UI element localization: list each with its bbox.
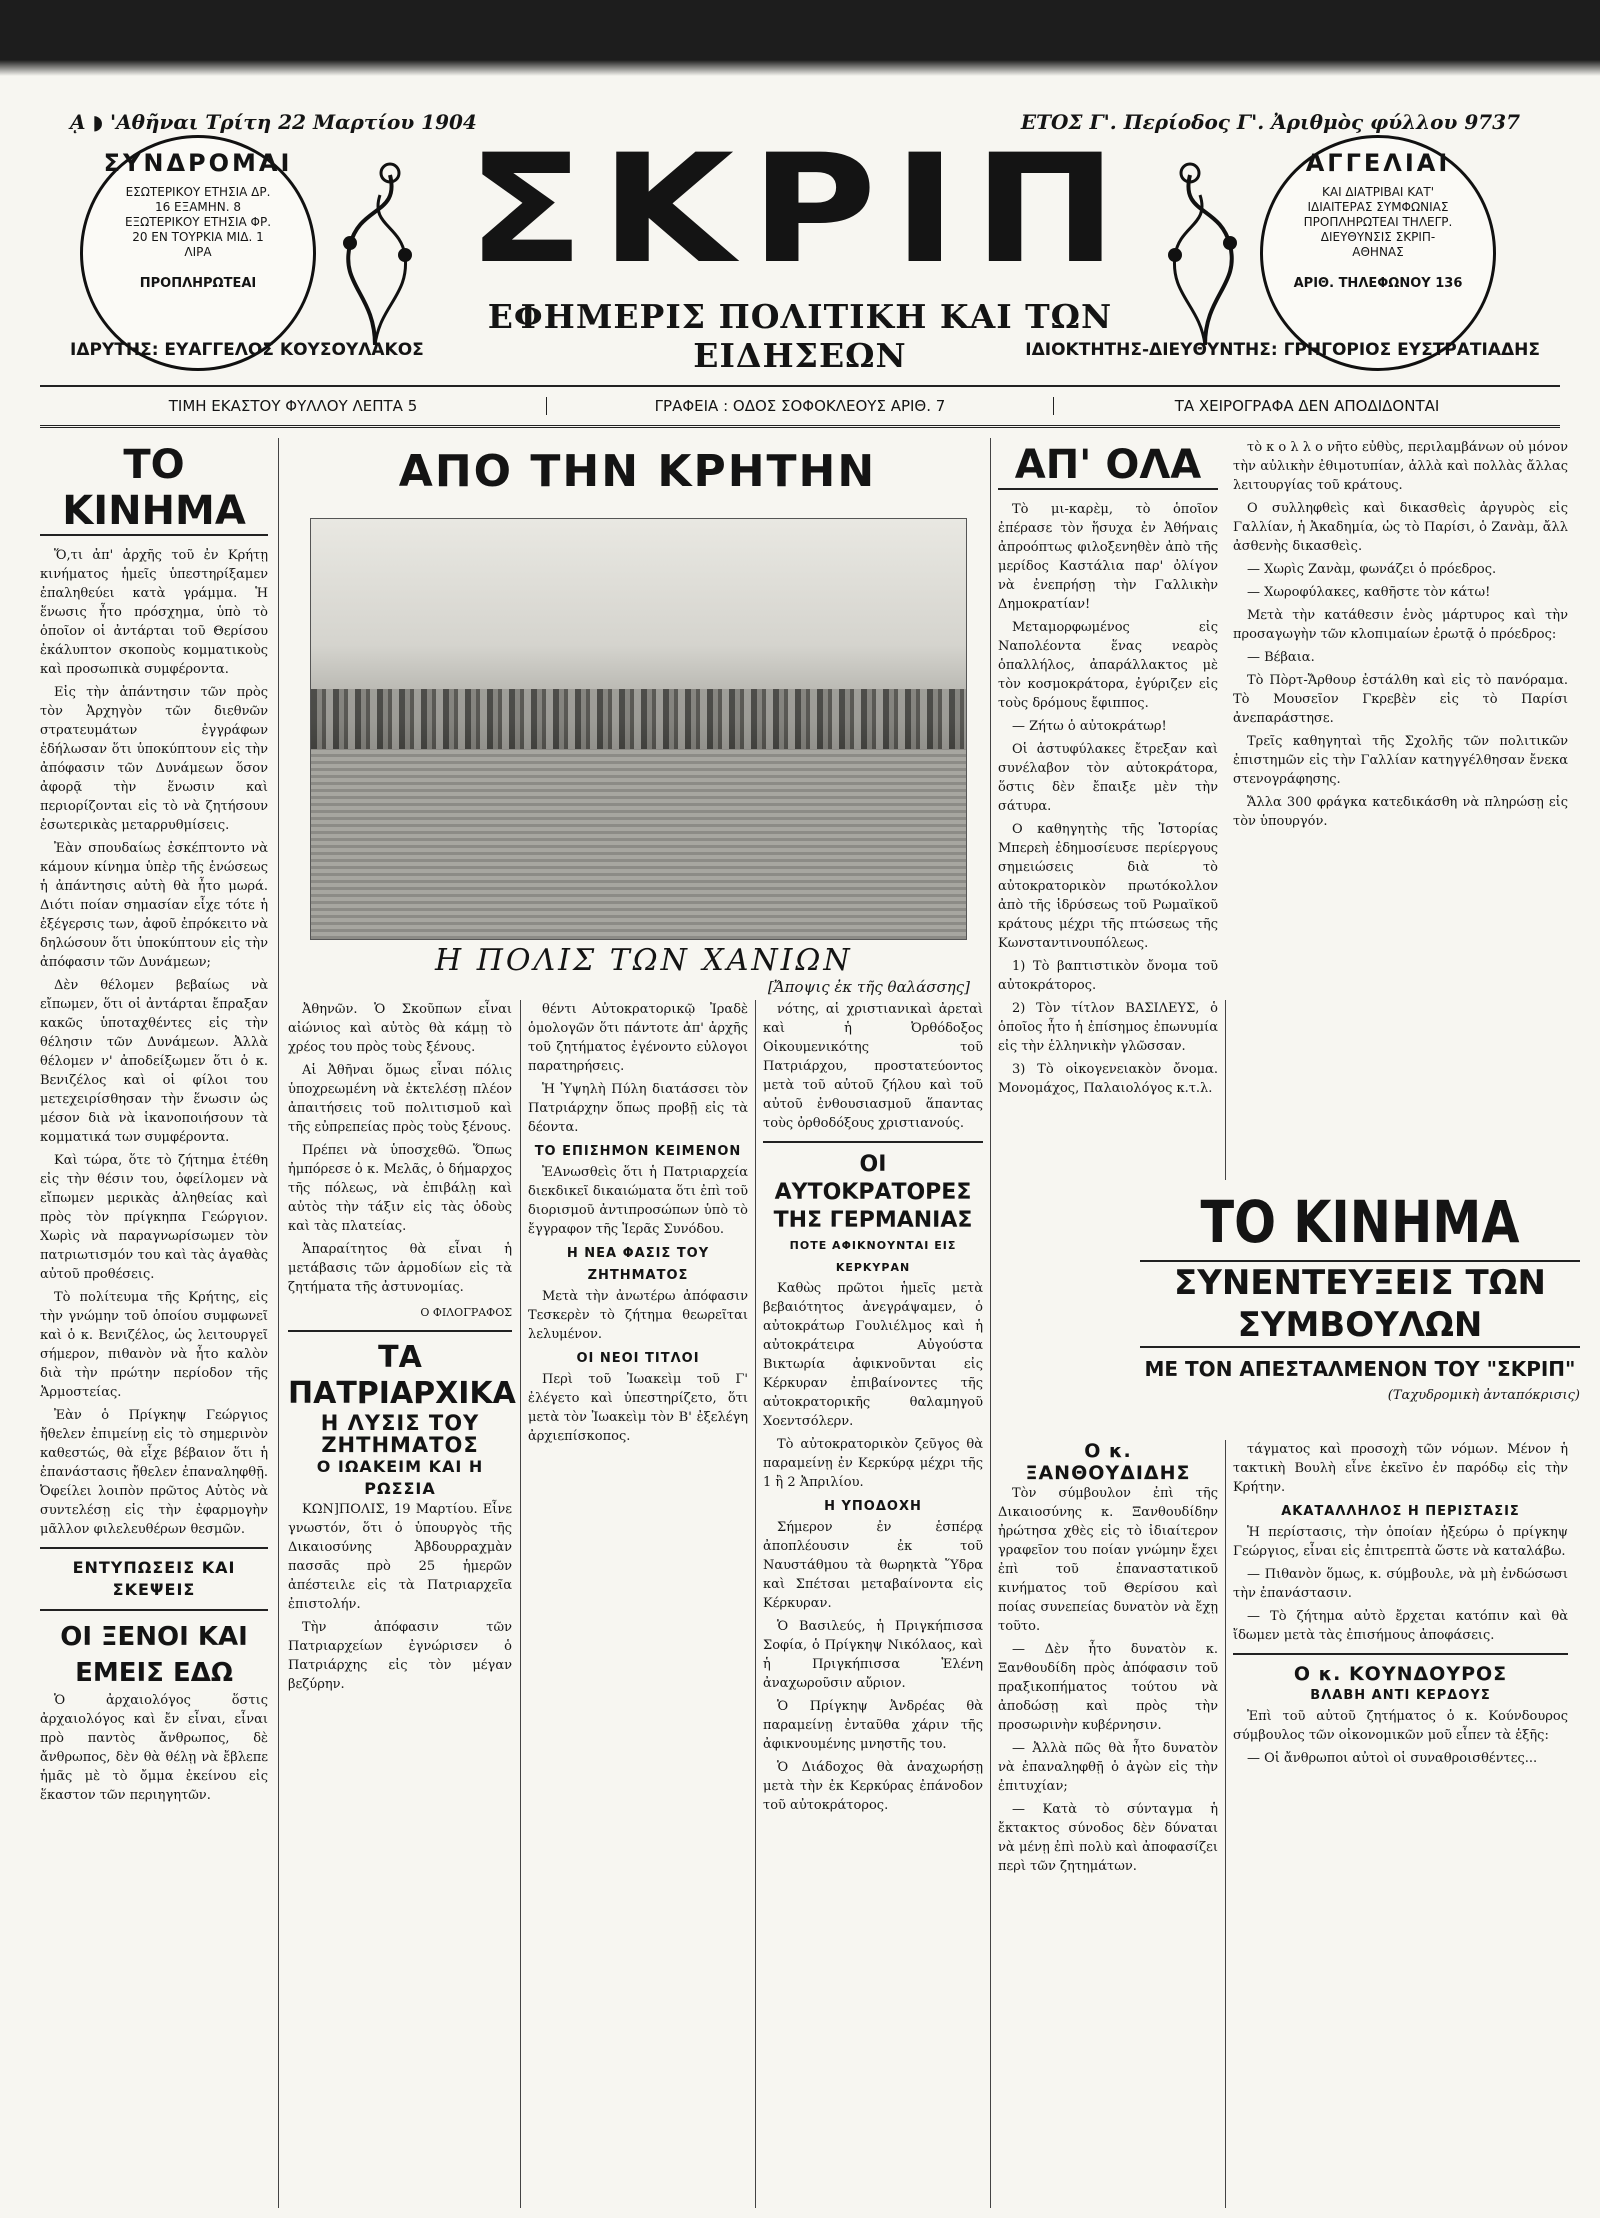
article-paragraph: — Χωρὶς Ζανὰμ, φωνάζει ὁ πρόεδρος. [1247, 562, 1497, 577]
article-paragraph: Ὅ,τι ἀπ' ἀρχῆς τοῦ ἐν Κρήτῃ κινήματος ἡμεῖς ὑπεστηρίξαμεν ἐπαληθεύει κατὰ γράμμα. Ἡ ἕνωσις ἦτο πρόσχημα, ὑπὸ τὸ ὁποῖον οἱ ἀντάρται τοῦ Θερίσου ἐκάλυπτον σκοποὺς κομματικοὺς καὶ προσωπικὰ συμφέροντα. [40, 548, 268, 677]
article-paragraph: — Δὲν ἦτο δυνατὸν κ. Ξανθουδίδη πρὸς ἀπόφασιν τοῦ πραξικοπήματος τούτου νὰ ἀποδώσῃ καὶ πρὸς τὴν προσωρινὴν κυβέρνησιν. [998, 1642, 1218, 1733]
column-rule [1225, 1000, 1226, 1180]
article-paragraph: Τὸ μι-καρὲμ, τὸ ὁποῖον ἐπέρασε τὸν ἥσυχα ἐν Ἀθήναις ἀπροόπτως φιλοξενηθὲν ἀπὸ τῆς μερίδος Καστάλια παρ' ὀλίγον νὰ ἐνεπρήσῃ τὴν Γαλλικὴν Δημοκρατίαν! [998, 502, 1218, 612]
column-ap-ola-cont [1233, 438, 1568, 835]
section-divider [40, 1609, 268, 1611]
article-paragraph: Μετὰ τὴν κατάθεσιν ἑνὸς μάρτυρος καὶ τὴν προσαγωγὴν τῶν κλοπιμαίων ἐρωτᾷ ὁ πρόεδρος: [1233, 608, 1568, 642]
article-headline: ΤΟ ΚΙΝΗΜΑ [1200, 1188, 1520, 1256]
article-paragraph: Πρέπει νὰ ὑποσχεθῶ. Ὅπως ἠμπόρεσε ὁ κ. Μελᾶς, ὁ δήμαρχος τῆς πόλεως, νὰ ἐπιβάλῃ καὶ αὐτὸς τὴν τάξιν εἰς τὰς ὁδοὺς καὶ τὰς πλατείας. [288, 1143, 512, 1234]
article-paragraph: Περὶ τοῦ Ἰωακεὶμ τοῦ Γ' ἐλέγετο καὶ ὑπεστηρίζετο, ὅτι μετὰ τὸν Ἰωακεὶμ τὸν Β' ἐξελέγη ἀρχιεπίσκοπος. [528, 1372, 748, 1444]
article-paragraph: Τὸ πολίτευμα τῆς Κρήτης, εἰς τὴν γνώμην τοῦ ὁποίου συμφωνεῖ καὶ ὁ κ. Βενιζέλος, ὡς λειτουργεῖ σήμερον, πιθανὸν νὰ ἦτο καλὸν διὰ τὴν πρώτην περίοδον τῆς Ἁρμοστείας. [40, 1290, 268, 1400]
article-headline: ΤΟ ΚΙΝΗΜΑ [40, 442, 268, 536]
article-paragraph: ἘΑνωσθεὶς ὅτι ἡ Πατριαρχεία διεκδικεῖ δικαιώματα ὅτι ἐπὶ τοῦ διορισμοῦ ἀντιπροσώπων ὑπὸ τὸ ἔγγραφον τῆς Ἱερᾶς Συνόδου. [528, 1165, 748, 1237]
article-paragraph: Ἡ περίστασις, τὴν ὁποίαν ἠξεύρω ὁ πρίγκηψ Γεώργιος, εἶναι εἰς ἐπιτρεπτὰ ὥστε νὰ καταλάβω. [1233, 1525, 1568, 1559]
seal-bottom: ΠΡΟΠΛΗΡΩΤΕΑΙ [139, 276, 257, 291]
article-paragraph: Καὶ τώρα, ὅτε τὸ ζήτημα ἐτέθη εἰς τὴν θέσιν του, ὀφείλομεν νὰ εἴπωμεν μερικὰς ἀληθείας καὶ πρὸς τὸν πρίγκηπα Γεώργιον. Χωρὶς νὰ παραγνωρίσωμεν τὸν πατριωτισμόν του καὶ τὰς ἀγαθὰς αὐτοῦ προθέσεις. [40, 1153, 268, 1282]
article-paragraph: Καθὼς πρῶτοι ἡμεῖς μετὰ βεβαιότητος ἀνεγράψαμεν, ὁ αὐτοκράτωρ Γουλιέλμος καὶ ἡ αὐτοκράτειρα Αὐγούστα Βικτωρία ἀφικνοῦνται εἰς Κέρκυραν ἐπιβαίνοντες τῆς αὐτοκρατορικῆς θαλαμηγοῦ Χοεντσόλερν. [763, 1281, 983, 1429]
article-paragraph: Αἱ Ἀθῆναι ὅμως εἶναι πόλις ὑποχρεωμένη νὰ ἐκτελέσῃ πλέον ἀπαιτήσεις τοῦ πολιτισμοῦ καὶ τῆς εὐπρεπείας πρὸς τοὺς ξένους. [288, 1063, 512, 1135]
article-paragraph: Τὸν σύμβουλον ἐπὶ τῆς Δικαιοσύνης κ. Ξανθουδίδην ἠρώτησα χθὲς εἰς τὸ ἰδιαίτερον γραφεῖον του ποίαν γνώμην ἔχει ἐπὶ τοῦ ἐπαναστατικοῦ κινήματος τοῦ Θερίσου καὶ ποίας συνεπείας δυνατὸν νὰ ἔχῃ τοῦτο. [998, 1486, 1218, 1634]
issue-date: ᾼ ◗ 'Αθῆναι Τρίτη 22 Μαρτίου 1904 [70, 110, 477, 134]
column-rule [755, 1000, 756, 2208]
section-divider [763, 1141, 983, 1143]
article-paragraph: — Οἱ ἄνθρωποι αὐτοὶ οἱ συναθροισθέντες... [1247, 1751, 1538, 1766]
column-kinima [40, 438, 268, 1809]
column-emperors [763, 1000, 983, 1819]
article-paragraph: τάγματος καὶ προσοχὴ τῶν νόμων. Μένον ἡ τακτικὴ Βουλὴ εἶνε ἐκεῖνο ἐν παρόδῳ εἰς τὴν Κρήτην. [1233, 1442, 1568, 1495]
photo-headline: ΑΠΟ ΤΗΝ ΚΡΗΤΗΝ [398, 446, 877, 497]
article-paragraph: τὸ κ ο λ λ ο νῆτο εὐθὺς, περιλαμβάνων οὐ μόνον τὴν αὐλικὴν ἐθιμοτυπίαν, ἀλλὰ καὶ πολλὰς ἄλλας λειτουργίας τοῦ κράτους. [1233, 440, 1568, 493]
price-info: ΤΙΜΗ ΕΚΑΣΤΟΥ ΦΥΛΛΟΥ ΛΕΠΤΑ 5 [40, 397, 547, 415]
article-paragraph: θέντι Αὐτοκρατορικῷ Ἰραδὲ ὁμολογῶν ὅτι πάντοτε ἀπ' ἀρχῆς τοῦ ζητήματος ἐγένοντο εὐλογοι παρατηρήσεις. [528, 1002, 748, 1074]
article-paragraph: Μεταμορφωμένος εἰς Ναπολέοντα ἕνας νεαρὸς ὁπαλλήλος, ἀπαράλλακτος μὲ τὸν κοσμοκράτορα, ἐγύριζεν εἰς τοὺς δρόμους ἔφιππος. [998, 620, 1218, 711]
column-xanthoudidis [998, 1440, 1218, 1880]
scan-top-band [0, 0, 1600, 76]
photo-credit: [Ἄποψις ἐκ τῆς θαλάσσης] [767, 978, 970, 996]
column-rule [520, 1000, 521, 2208]
article-headline: ΟΙ ΞΕΝΟΙ ΚΑΙ ΕΜΕΙΣ ΕΔΩ [60, 1622, 248, 1688]
column-rule [990, 438, 991, 2208]
article-paragraph: — Κατὰ τὸ σύνταγμα ἡ ἔκτακτος σύνοδος δὲν δύναται νὰ μένῃ ἐπὶ πολὺ καὶ ἀποφασίζει περὶ τῶν ζητημάτων. [998, 1802, 1218, 1874]
column-rule [1225, 1440, 1226, 2208]
masthead [440, 123, 1160, 375]
article-subheadline: Ο κ. ΞΑΝΘΟΥΔΙΔΗΣ [1025, 1440, 1191, 1484]
column-xanthoudidis-cont [1233, 1440, 1568, 1772]
column-patriarchika [288, 1000, 516, 1698]
newspaper-subtitle: ΕΦΗΜΕΡΙΣ ΠΟΛΙΤΙΚΗ ΚΑΙ ΤΩΝ ΕΙΔΗΣΕΩΝ [487, 297, 1113, 375]
manuscripts-notice: ΤΑ ΧΕΙΡΟΓΡΑΦΑ ΔΕΝ ΑΠΟΔΙΔΟΝΤΑΙ [1174, 397, 1440, 415]
article-signature: Ο ΦΙΛΟΓΡΑΦΟΣ [420, 1306, 512, 1319]
section-divider [288, 1330, 512, 1332]
article-subheadline: Η ΥΠΟΔΟΧΗ [824, 1499, 922, 1514]
article-paragraph: — Ἀλλὰ πῶς θὰ ἦτο δυνατὸν νὰ ἐπαναληφθῇ ὁ ἀγὼν εἰς τὴν ἐπιτυχίαν; [998, 1741, 1218, 1794]
floral-ornament-icon [1150, 145, 1260, 345]
article-paragraph: Τὴν ἀπόφασιν τῶν Πατριαρχείων ἐγνώρισεν ὁ Πατριάρχης εἰς τὸν μέγαν βεζύρην. [288, 1620, 512, 1692]
article-paragraph: ΚΩΝ]ΠΟΛΙΣ, 19 Μαρτίου. Εἶνε γνωστόν, ὅτι ὁ ὑπουργὸς τῆς Δικαιοσύνης Ἀβδουρραχμὰν πασσᾶς πρὸ 25 ἡμερῶν ἀπέστειλε εἰς τὰ Πατριαρχεῖα ἐπιστολήν. [288, 1502, 512, 1612]
article-paragraph: Ἐπὶ τοῦ αὐτοῦ ζητήματος ὁ κ. Κούνδουρος σύμβουλος τῶν οἰκονομικῶν μοῦ εἶπεν τὰ ἑξῆς: [1233, 1709, 1568, 1743]
kinima-interviews-header [1140, 1190, 1580, 1403]
article-paragraph: 1) Τὸ βαπτιστικὸν ὄνομα τοῦ αὐτοκράτορος. [998, 959, 1218, 993]
advertising-seal [1260, 135, 1496, 371]
article-paragraph: Ο καθηγητὴς τῆς Ἱστορίας Μπερεὴ ἐδημοσίευσε περίεργους σημειώσεις διὰ τὸ αὐτοκρατορικὸν πρωτόκολλον ἀπὸ τῆς ἱδρύσεως τοῦ Ρωμαϊκοῦ κράτους μέχρι τῆς πτώσεως τῆς Κωνσταντινουπόλεως. [998, 822, 1218, 951]
seal-bottom: ΑΡΙΘ. ΤΗΛΕΦΩΝΟΥ 136 [1293, 276, 1463, 291]
column-patriarchika-cont [528, 1000, 748, 1450]
section-subhead: ΕΝΤΥΠΩΣΕΙΣ ΚΑΙ ΣΚΕΨΕΙΣ [72, 1558, 236, 1599]
article-paragraph: Ὁ Διάδοχος θὰ ἀναχωρήσῃ μετὰ τὴν ἐκ Κερκύρας ἐπάνοδον τοῦ αὐτοκράτορος. [763, 1760, 983, 1813]
article-paragraph: Οἱ ἀστυφύλακες ἔτρεξαν καὶ συνέλαβον τὸν αὐτοκράτορα, ὅστις δὲν ἔπαιξε μὲν τὴν σάτυρα. [998, 742, 1218, 814]
article-paragraph: Ἐὰν ὁ Πρίγκηψ Γεώργιος ἤθελεν ἐπιμείνῃ εἰς τὸ σημερινὸν καθεστώς, θὰ εἶχε βέβαιον ὅτι ἡ ἐπανάστασις ἤθελεν ἐπαναληφθῇ. Ὀφείλει λοιπὸν πρῶτος Αὐτὸς νὰ συντελέσῃ εἰς τὴν ἐφαρμογὴν μᾶλλον φιλελευθέρων θεσμῶν. [40, 1408, 268, 1537]
article-paragraph: Ἡ Ὑψηλὴ Πύλη διατάσσει τὸν Πατριάρχην ὅπως προβῇ εἰς τὰ δέοντα. [528, 1082, 748, 1135]
info-bar [40, 385, 1560, 428]
article-paragraph: Ἄλλα 300 φράγκα κατεδικάσθη νὰ πληρώσῃ εἰς τὸν ὑπουργόν. [1233, 795, 1568, 829]
seal-body: ΚΑΙ ΔΙΑΤΡΙΒΑΙ ΚΑΤ' ΙΔΙΑΙΤΕΡΑΣ ΣΥΜΦΩΝΙΑΣ ΠΡΟΠΛΗΡΩΤΕΑΙ ΤΗΛΕΓΡ. ΔΙΕΥΘΥΝΣΙΣ ΣΚΡΙΠ-ΑΘΗΝΑΣ [1303, 185, 1453, 259]
article-paragraph: Ἀπαραίτητος θὰ εἶναι ἡ μετάβασις τῶν ἀρμοδίων εἰς τὰ ζητήματα τῆς ἀστυνομίας. [288, 1242, 512, 1295]
issue-number: ΕΤΟΣ Γ'. Περίοδος Γ'. Ἀριθμὸς φύλλου 9737 [1020, 110, 1520, 134]
subscription-seal [80, 135, 316, 371]
section-divider [1233, 1653, 1568, 1655]
photo-city-skyline [311, 689, 966, 749]
article-paragraph: Δὲν θέλομεν βεβαίως νὰ εἴπωμεν, ὅτι οἱ ἀντάρται ἔπραξαν κακῶς ὑποταχθέντες εἰς τὴν θέλησιν τῶν Δυνάμεων. Ἀλλὰ θέλομεν ν' ἀποδείξωμεν ὅτι ὁ κ. Βενιζέλος καὶ οἱ φίλοι του μετεχειρίσθησαν τὴν ἕνωσιν ὡς μέσον διὰ νὰ ἱκανοποιήσουν τὰ κομματικά των συμφέροντα. [40, 978, 268, 1145]
correspondence-tag: (Ταχυδρομικὴ ἀνταπόκρισις) [1387, 1388, 1580, 1403]
office-address: ΓΡΑΦΕΙΑ : ΟΔΟΣ ΣΟΦΟΚΛΕΟΥΣ ΑΡΙΘ. 7 [547, 397, 1054, 415]
column-rule [278, 438, 279, 2208]
article-paragraph: Τὸ Πὸρτ-Ἄρθουρ ἐστάλθη καὶ εἰς τὸ πανόραμα. Τὸ Μουσεῖον Γκρεβὲν εἰς τὸ Παρίσι ἀνεπαράστησε. [1233, 673, 1568, 726]
article-headline: ΟΙ ΑΥΤΟΚΡΑΤΟΡΕΣ [774, 1152, 972, 1205]
article-paragraph: 3) Τὸ οἰκογενειακὸν ὄνομα. Μονομάχος, Παλαιολόγος κ.τ.λ. [998, 1062, 1218, 1096]
article-subheadline: ΜΕ ΤΟΝ ΑΠΕΣΤΑΛΜΕΝΟΝ ΤΟΥ "ΣΚΡΙΠ" [1144, 1357, 1576, 1381]
seal-title: ΑΓΓΕΛΙΑΙ [1305, 149, 1451, 177]
article-paragraph: — Πιθανὸν ὅμως, κ. σύμβουλε, νὰ μὴ ἐνδώσωσι τὴν ἐπανάστασιν. [1233, 1567, 1568, 1601]
seal-title: ΣΥΝΔΡΟΜΑΙ [103, 149, 293, 177]
seal-body: ΕΣΩΤΕΡΙΚΟΥ ΕΤΗΣΙΑ ΔΡ. 16 ΕΞΑΜΗΝ. 8 ΕΞΩΤΕΡΙΚΟΥ ΕΤΗΣΙΑ ΦΡ. 20 ΕΝ ΤΟΥΡΚΙΑ ΜΙΔ. 1 ΛΙΡΑ [124, 185, 272, 259]
article-subheadline: ΣΥΝΕΝΤΕΥΞΕΙΣ ΤΩΝ ΣΥΜΒΟΥΛΩΝ [1140, 1260, 1580, 1348]
article-paragraph: Ὁ Βασιλεύς, ἡ Πριγκήπισσα Σοφία, ὁ Πρίγκηψ Νικόλαος, καὶ ἡ Πριγκήπισσα Ἑλένη ἀναχωροῦσιν αὔριον. [763, 1619, 983, 1691]
column-ap-ola [998, 438, 1218, 1102]
article-paragraph: — Τὸ ζήτημα αὐτὸ ἔρχεται κατόπιν καὶ θὰ ἴδωμεν μετὰ τὰς ἐπισήμους ἀποφάσεις. [1233, 1609, 1568, 1643]
article-subheadline: ΠΟΤΕ ΑΦΙΚΝΟΥΝΤΑΙ ΕΙΣ ΚΕΡΚΥΡΑΝ [789, 1239, 957, 1274]
article-subheadline: Ο ΙΩΑΚΕΙΜ ΚΑΙ Η ΡΩΣΣΙΑ [316, 1457, 484, 1498]
article-subheadline: Ο κ. ΚΟΥΝΔΟΥΡΟΣ [1293, 1663, 1508, 1685]
article-paragraph: 2) Τὸν τίτλον ΒΑΣΙΛΕΥΣ, ὁ ὁποῖος ἦτο ἡ ἐπίσημος ἐπωνυμία εἰς τὴν ἑλληνικὴν γλῶσσαν. [998, 1001, 1218, 1054]
owner-line: ΙΔΙΟΚΤΗΤΗΣ-ΔΙΕΥΘΥΝΤΗΣ: ΓΡΗΓΟΡΙΟΣ ΕΥΣΤΡΑΤΙΑΔΗΣ [1025, 340, 1540, 360]
article-headline: ΑΠ' ΟΛΑ [998, 442, 1218, 490]
article-paragraph: Σήμερον ἐν ἑσπέρᾳ ἀποπλέουσιν ἐκ τοῦ Ναυστάθμου τὰ θωρηκτὰ Ὕδρα καὶ Σπέτσαι μεταβαίνοντα εἰς Κέρκυραν. [763, 1520, 983, 1611]
article-paragraph: Ὁ Πρίγκηψ Ἀνδρέας θὰ παραμείνῃ ἐνταῦθα χάριν τῆς ἀφικνουμένης μνηστῆς του. [763, 1699, 983, 1752]
article-subheadline: ΟΙ ΝΕΟΙ ΤΙΤΛΟΙ [576, 1351, 700, 1366]
chania-harbor-photo [310, 518, 967, 940]
photo-sea [311, 749, 966, 939]
article-headline: ΤΑ ΠΑΤΡΙΑΡΧΙΚΑ [288, 1340, 516, 1411]
article-headline: ΤΗΣ ΓΕΡΜΑΝΙΑΣ [773, 1208, 973, 1233]
article-paragraph: Ἀθηνῶν. Ὁ Σκοῦπων εἶναι αἰώνιος καὶ αὐτὸς θὰ κάμῃ τὸ χρέος του πρὸς τοὺς ξένους. [288, 1002, 512, 1055]
article-paragraph: Μετὰ τὴν ἀνωτέρω ἀπόφασιν Τεσκερὲν τὸ ζήτημα θεωρεῖται λελυμένον. [528, 1289, 748, 1342]
article-subheadline: ΒΛΑΒΗ ΑΝΤΙ ΚΕΡΔΟΥΣ [1310, 1688, 1491, 1703]
photo-caption: Η ΠΟΛΙΣ ΤΩΝ ΧΑΝΙΩΝ [435, 943, 853, 978]
article-subheadline: Η ΝΕΑ ΦΑΣΙΣ ΤΟΥ ΖΗΤΗΜΑΤΟΣ [566, 1246, 710, 1283]
article-paragraph: Εἰς τὴν ἀπάντησιν τῶν πρὸς τὸν Ἀρχηγὸν τῶν διεθνῶν στρατευμάτων ἐγγράφων ἐδήλωσαν ὅτι ὑποκύπτουν εἰς τὴν ἀπόφασιν τῶν Δυνάμεων ὅσον ἀφορᾷ τὴν ἕνωσιν καὶ περιορίζονται εἰς τὸ νὰ ζητήσουν ἐσωτερικὰς μεταρρυθμίσεις. [40, 685, 268, 833]
article-paragraph: — Βέβαια. [1247, 650, 1315, 665]
article-paragraph: νότης, αἱ χριστιανικαὶ ἀρεταὶ καὶ ἡ Ὀρθόδοξος Οἰκουμενικότης τοῦ Πατριάρχου, προστατεύοντος μετὰ τοῦ αὐτοῦ ζήλου καὶ τοῦ αὐτοῦ ἐνθουσιασμοῦ ἅπαντας τοὺς ὀρθοδόξους χριστιανούς. [763, 1002, 983, 1131]
article-paragraph: — Χωροφύλακες, καθῆστε τὸν κάτω! [1247, 585, 1491, 600]
article-paragraph: — Ζήτω ὁ αὐτοκράτωρ! [1012, 719, 1167, 734]
founder-line: ΙΔΡΥΤΗΣ: ΕΥΑΓΓΕΛΟΣ ΚΟΥΣΟΥΛΑΚΟΣ [70, 340, 424, 360]
article-subheadline: ΑΚΑΤΑΛΛΗΛΟΣ Η ΠΕΡΙΣΤΑΣΙΣ [1281, 1504, 1520, 1519]
article-paragraph: Ο συλληφθεὶς καὶ δικασθεὶς ἀργυρὸς εἰς Γαλλίαν, ἡ Ἀκαδημία, ὡς τὸ Παρίσι, ὁ Ζανὰμ, ἄλλ ἀσθενὴς δικασθεὶς. [1233, 501, 1568, 554]
section-divider [40, 1547, 268, 1549]
article-paragraph: Τρεῖς καθηγηταὶ τῆς Σχολῆς τῶν πολιτικῶν ἐπιστημῶν εἰς τὴν Γαλλίαν κατηγγέλθησαν ἔνεκα στενογράφησης. [1233, 734, 1568, 787]
article-paragraph: Ὁ ἀρχαιολόγος ὅστις ἀρχαιολόγος καὶ ἔν εἶναι, εἶναι πρὸ παντὸς ἄνθρωπος, δὲ ἄνθρωπος, δὲν θὰ θέλῃ νὰ ἔβλεπε ἡμᾶς μὲ τὸ ὄμμα ἐκείνου εἰς ἕκαστον τῶν περιηγητῶν. [40, 1693, 268, 1803]
article-subheadline: ΤΟ ΕΠΙΣΗΜΟΝ ΚΕΙΜΕΝΟΝ [534, 1144, 742, 1159]
article-paragraph: Ἐὰν σπουδαίως ἐσκέπτοντο νὰ κάμουν κίνημα ὑπὲρ τῆς ἑνώσεως ἡ ἀπάντησις αὐτὴ θὰ ἦτο μωρά. Διότι ποίαν σημασίαν εἶχε τότε ἡ ἐξέγερσις των, ἀφοῦ ἐπρόκειτο νὰ δηλώσουν ὅτι ὑποκύπτουν εἰς τὴν ἀπόφασιν τῶν Δυνάμεων; [40, 841, 268, 970]
crete-photo-section [285, 438, 990, 996]
article-paragraph: Τὸ αὐτοκρατορικὸν ζεῦγος θὰ παραμείνῃ ἐν Κερκύρᾳ μέχρι τῆς 1 ἢ 2 Ἀπριλίου. [763, 1437, 983, 1490]
newspaper-title: ΣΚΡΙΠ [466, 123, 1134, 297]
article-subheadline: Η ΛΥΣΙΣ ΤΟΥ ΖΗΤΗΜΑΤΟΣ [320, 1411, 480, 1457]
